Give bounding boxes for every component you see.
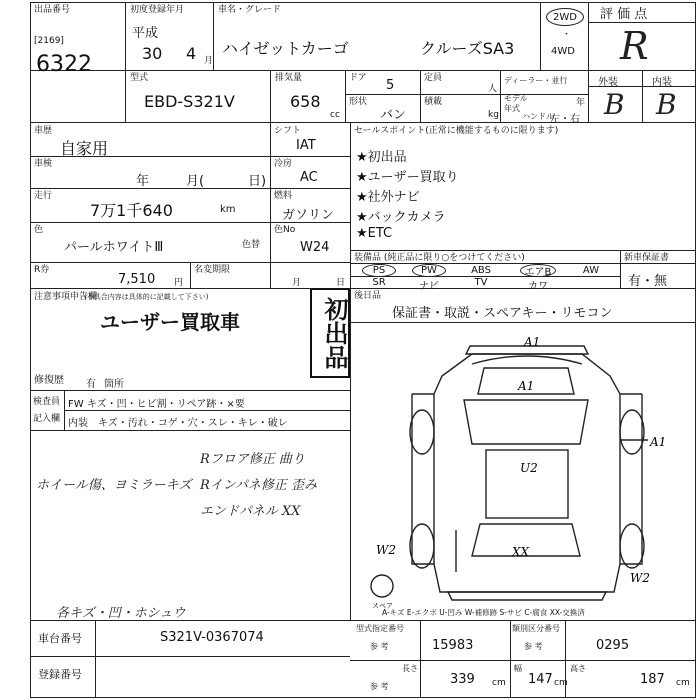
- equip-airbag: エアB: [520, 264, 556, 277]
- load-unit: kg: [488, 110, 499, 120]
- drive-2wd: 2WD: [546, 8, 584, 26]
- reg-month: 4: [186, 44, 197, 63]
- ref-label-2: 参 考: [524, 642, 543, 651]
- height-unit: cm: [676, 678, 690, 688]
- selling-point-item: ★バックカメラ: [356, 210, 446, 225]
- model-year-label: モデル年式: [504, 94, 528, 113]
- reg-year: 30: [142, 44, 163, 63]
- selling-points-label: セールスポイント(正常に機能するものに限ります): [354, 126, 559, 136]
- exterior-grade: B: [604, 88, 625, 121]
- length-label: 長さ: [402, 664, 418, 673]
- type-label: 型式: [130, 73, 149, 83]
- model-label: 車名・グレード: [218, 5, 282, 15]
- name-change-day: 日: [336, 278, 346, 288]
- drive-4wd: 4WD: [551, 46, 575, 57]
- grade: クルーズSA3: [420, 39, 515, 58]
- displacement-unit: cc: [330, 110, 340, 120]
- displacement-value: 658: [290, 92, 321, 111]
- equip-ps: PS: [362, 264, 396, 277]
- drive-dot: ・: [562, 30, 572, 40]
- repair-label: 修復歴: [34, 375, 64, 386]
- spare-tire: [371, 575, 393, 597]
- shape-label: 形状: [349, 97, 368, 107]
- equip-leather: カワ: [528, 281, 548, 292]
- type-value: EBD-S321V: [144, 92, 235, 111]
- selling-point-item: ★社外ナビ: [356, 190, 420, 205]
- mileage-value: 7万1千640: [90, 201, 173, 220]
- width-unit: cm: [554, 678, 568, 688]
- notes-text: ユーザー買取車: [100, 310, 240, 334]
- equipment-label: 装備品 (純正品に限り○をつけてください): [354, 253, 525, 263]
- capacity-label: 定員: [424, 73, 443, 83]
- attachments-label: 後日品: [354, 291, 382, 301]
- recycle-label: R券: [34, 265, 50, 275]
- doors-value: 5: [386, 78, 395, 93]
- height-value: 187: [640, 672, 665, 687]
- damage-mark: W2: [376, 543, 396, 557]
- windshield: [464, 400, 588, 444]
- damage-diagram: [352, 324, 696, 620]
- displacement-label: 排気量: [275, 73, 303, 83]
- handnote-endpanel: エンドパネル XX: [200, 504, 301, 519]
- length-unit: cm: [492, 678, 506, 688]
- exterior-label: 外装: [598, 77, 618, 88]
- inspector-line-2: キズ・汚れ・コゲ・穴・スレ・キレ・破レ: [98, 418, 288, 429]
- handnote-wheel: ホイール傷、ヨミラーキズ: [36, 478, 192, 493]
- damage-mark: W2: [630, 571, 650, 585]
- right-side: [620, 394, 642, 564]
- reg-month-unit: 月: [204, 56, 214, 66]
- eval-score: R: [620, 24, 649, 68]
- width-value: 147: [528, 672, 553, 687]
- equip-aw: AW: [582, 265, 600, 276]
- equip-abs: ABS: [471, 265, 491, 276]
- shift-value: IAT: [296, 138, 316, 153]
- ac-value: AC: [300, 170, 318, 185]
- damage-mark: U2: [520, 461, 538, 475]
- ref-label-3: 参 考: [370, 682, 389, 691]
- category-value: 0295: [596, 638, 630, 653]
- lot-sub: [2169]: [34, 36, 64, 46]
- wheel-fr: [620, 410, 644, 454]
- ac-label: 冷房: [274, 159, 293, 169]
- equip-pw: PW: [412, 264, 446, 277]
- history-label: 車歴: [34, 126, 53, 136]
- inspection-day: 日): [248, 174, 267, 189]
- damage-mark: A1: [524, 335, 541, 349]
- color-code-label: 色替: [242, 240, 261, 250]
- interior-label: 内装: [652, 77, 672, 88]
- color-value: パールホワイトⅢ: [64, 240, 164, 255]
- doors-label: ドア: [349, 73, 367, 83]
- car-name: ハイゼットカーゴ: [222, 39, 349, 58]
- handnote-rinpane: Rインパネ修正 歪み: [200, 478, 318, 493]
- equip-sr: SR: [372, 277, 386, 288]
- inspector-label-1: 検査員: [33, 397, 61, 407]
- inspection-year: 年: [136, 174, 150, 189]
- warranty-label: 新車保証書: [624, 253, 670, 263]
- color-no-value: W24: [300, 240, 330, 255]
- inspector-line-1: FW キズ・凹・ヒビ割・リペア跡・×要: [68, 399, 245, 410]
- color-label: 色: [34, 225, 44, 235]
- width-label: 幅: [514, 664, 522, 673]
- damage-legend: A-キズ E-エクボ U-凹み W-補修跡 S-サビ C-腐食 XX-交換済: [382, 608, 585, 617]
- damage-mark: A1: [650, 435, 667, 449]
- year-unit: 年: [576, 98, 586, 108]
- first-listing-stamp: 初出品: [310, 288, 350, 378]
- warranty-value: 有・無: [628, 274, 668, 289]
- name-change-label: 名変期限: [194, 265, 231, 275]
- shape-value: バン: [380, 108, 407, 123]
- repair-value: 有: [86, 379, 96, 390]
- ref-label: 参 考: [370, 642, 389, 651]
- height-label: 高さ: [570, 664, 586, 673]
- repair-unit: 箇所: [104, 379, 124, 390]
- selling-point-item: ★ユーザー買取り: [356, 170, 459, 185]
- handnote-bottom: 各キズ・凹・ホシュウ: [56, 606, 186, 621]
- recycle-value: 7,510: [118, 272, 156, 287]
- mileage-unit: km: [220, 204, 236, 215]
- wheel-rl: [410, 524, 434, 568]
- history-value: 自家用: [60, 139, 109, 158]
- name-change-month: 月: [292, 278, 302, 288]
- damage-mark: A1: [518, 379, 535, 393]
- shift-label: シフト: [274, 126, 302, 136]
- type-cert-value: 15983: [432, 638, 474, 653]
- type-cert-label: 型式指定番号: [356, 624, 404, 633]
- damage-mark: XX: [512, 545, 530, 559]
- first-reg-label: 初度登録年月: [130, 5, 185, 15]
- chassis-label: 車台番号: [38, 632, 82, 645]
- inspector-line-2-prefix: 内装: [68, 418, 88, 429]
- fuel-value: ガソリン: [282, 208, 335, 223]
- lot-number: 6322: [36, 52, 92, 77]
- reg-number-label: 登録番号: [38, 668, 82, 681]
- left-side: [412, 394, 434, 564]
- rear-bumper: [448, 592, 606, 600]
- eval-label: 評 価 点: [600, 7, 648, 22]
- color-no-label: 色No: [274, 225, 296, 235]
- notes-sub: (不具合内容は具体的に記載して下さい): [84, 293, 209, 301]
- roof-outline: [472, 356, 582, 364]
- mileage-label: 走行: [34, 191, 53, 201]
- category-label: 類別区分番号: [512, 624, 560, 633]
- inspection-label: 車検: [34, 159, 53, 169]
- chassis-value: S321V-0367074: [160, 630, 264, 645]
- selling-point-item: ★ETC: [356, 226, 393, 241]
- inspector-label-2: 記入欄: [33, 414, 61, 424]
- interior-grade: B: [656, 88, 677, 121]
- wheel-rr: [620, 524, 644, 568]
- handnote-rfloor: Rフロア修正 曲り: [200, 452, 305, 467]
- wheel-fl: [410, 410, 434, 454]
- era: 平成: [132, 26, 159, 41]
- selling-point-item: ★初出品: [356, 150, 407, 165]
- dealer-label: ディーラー・並行: [504, 76, 568, 85]
- equip-navi: ナビ: [419, 281, 439, 292]
- fuel-label: 燃料: [274, 191, 293, 201]
- attachments-value: 保証書・取説・スペアキー・リモコン: [392, 306, 613, 321]
- recycle-unit: 円: [174, 278, 184, 288]
- handle-label: ハンドル: [522, 112, 554, 121]
- inspection-month: 月(: [186, 174, 205, 189]
- notes-label: 注意事項申告欄: [34, 292, 98, 302]
- length-value: 339: [450, 672, 475, 687]
- spare-label: スペア: [372, 602, 393, 610]
- lot-number-label: 出品番号: [34, 5, 71, 15]
- equip-tv: TV: [474, 277, 488, 288]
- load-label: 積載: [424, 97, 443, 107]
- handle-value: 左・右: [550, 114, 580, 125]
- capacity-unit: 人: [488, 84, 498, 94]
